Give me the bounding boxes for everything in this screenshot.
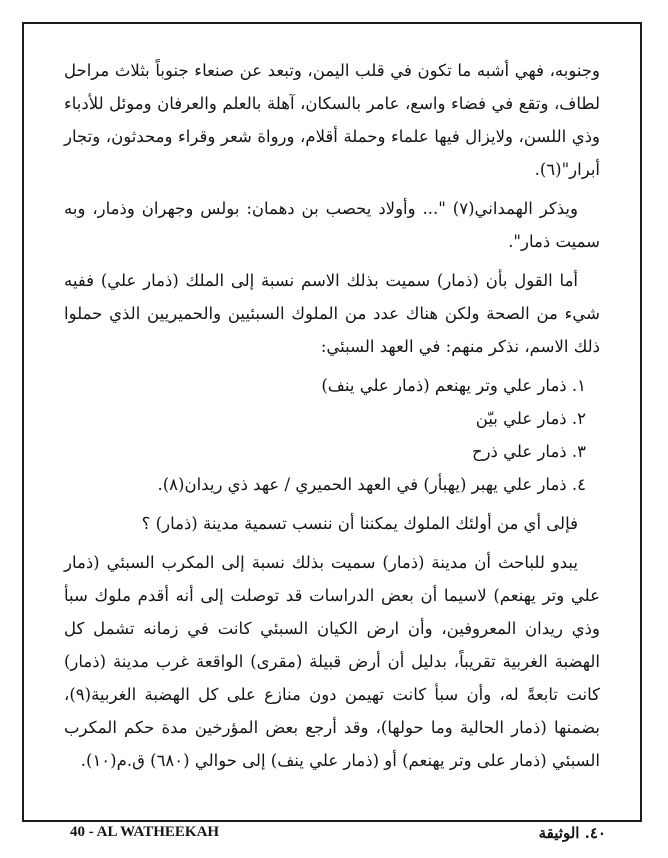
page-footer [22, 824, 646, 848]
list-item: ٣. ذمار علي ذرح [471, 442, 586, 461]
final-paragraph: يبدو للباحث أن مدينة (ذمار) سميت بذلك نسبة إلى المكرب السبئي (ذمار علي وتر يهنعم) لاسيما أن بعض الدراسات قد توصلت إلى أنه أقدم ملوك سبأ وذي ريدان المعروفين، وأن ارض الكيان السبئي كانت في زمانه تشمل كل الهضبة الغربية تقريباً، بدليل أن أرض قبيلة (مقرى) الواقعة غرب مدينة (ذمار) كانت تابعةً له، وأن سبأ كانت تهيمن دون منازع على كل الهضبة الغربية(٩)، بضمنها (ذمار الحالية وما حولها)، وقد أرجع بعض المؤرخين مدة حكم المكرب السبئي (ذمار على وتر يهنعم) أو (ذمار علي ينف) إلى حوالي (٦٨٠) ق.م(١٠). [64, 553, 600, 770]
page-frame [22, 22, 642, 822]
question-paragraph: فإلى أي من أولئك الملوك يمكننا أن ننسب تسمية مدينة (ذمار) ؟ [141, 514, 578, 533]
paragraph-2: ويذكر الهمداني(٧) "... وأولاد يحصب بن دهمان: بولس وجهران وذمار، وبه سميت ذمار". [64, 199, 600, 251]
list-item: ١. ذمار علي وتر يهنعم (ذمار علي ينف) [321, 376, 586, 395]
kings-list [64, 369, 600, 501]
page-body [64, 54, 600, 783]
paragraph-3: أما القول بأن (ذمار) سميت بذلك الاسم نسبة إلى الملك (ذمار علي) ففيه شيء من الصحة ولكن هناك عدد من الملوك السبئيين والحميريين الذي حملوا ذلك الاسم، نذكر منهم: في العهد السبئي: [64, 271, 600, 356]
list-item: ٤. ذمار علي يهبر (يهبأر) في العهد الحميري / عهد ذي ريدان(٨). [157, 475, 586, 494]
footer-right: ٤٠. الوثيقة [538, 824, 606, 842]
paragraph-1: وجنوبه، فهي أشبه ما تكون في قلب اليمن، وتبعد عن صنعاء جنوباً بثلاث مراحل لطاف، وتقع في فضاء واسع، عامر بالسكان، آهلة بالعلم والعرفان وموئل للأدباء وذي اللسن، ولايزال فيها علماء وحملة أقلام، ورواة شعر وقراء ومحدثون، وتجار أبرار"(٦). [64, 61, 600, 179]
footer-left: 40 - AL WATHEEKAH [70, 824, 220, 840]
list-item: ٢. ذمار علي بيّن [475, 409, 586, 428]
